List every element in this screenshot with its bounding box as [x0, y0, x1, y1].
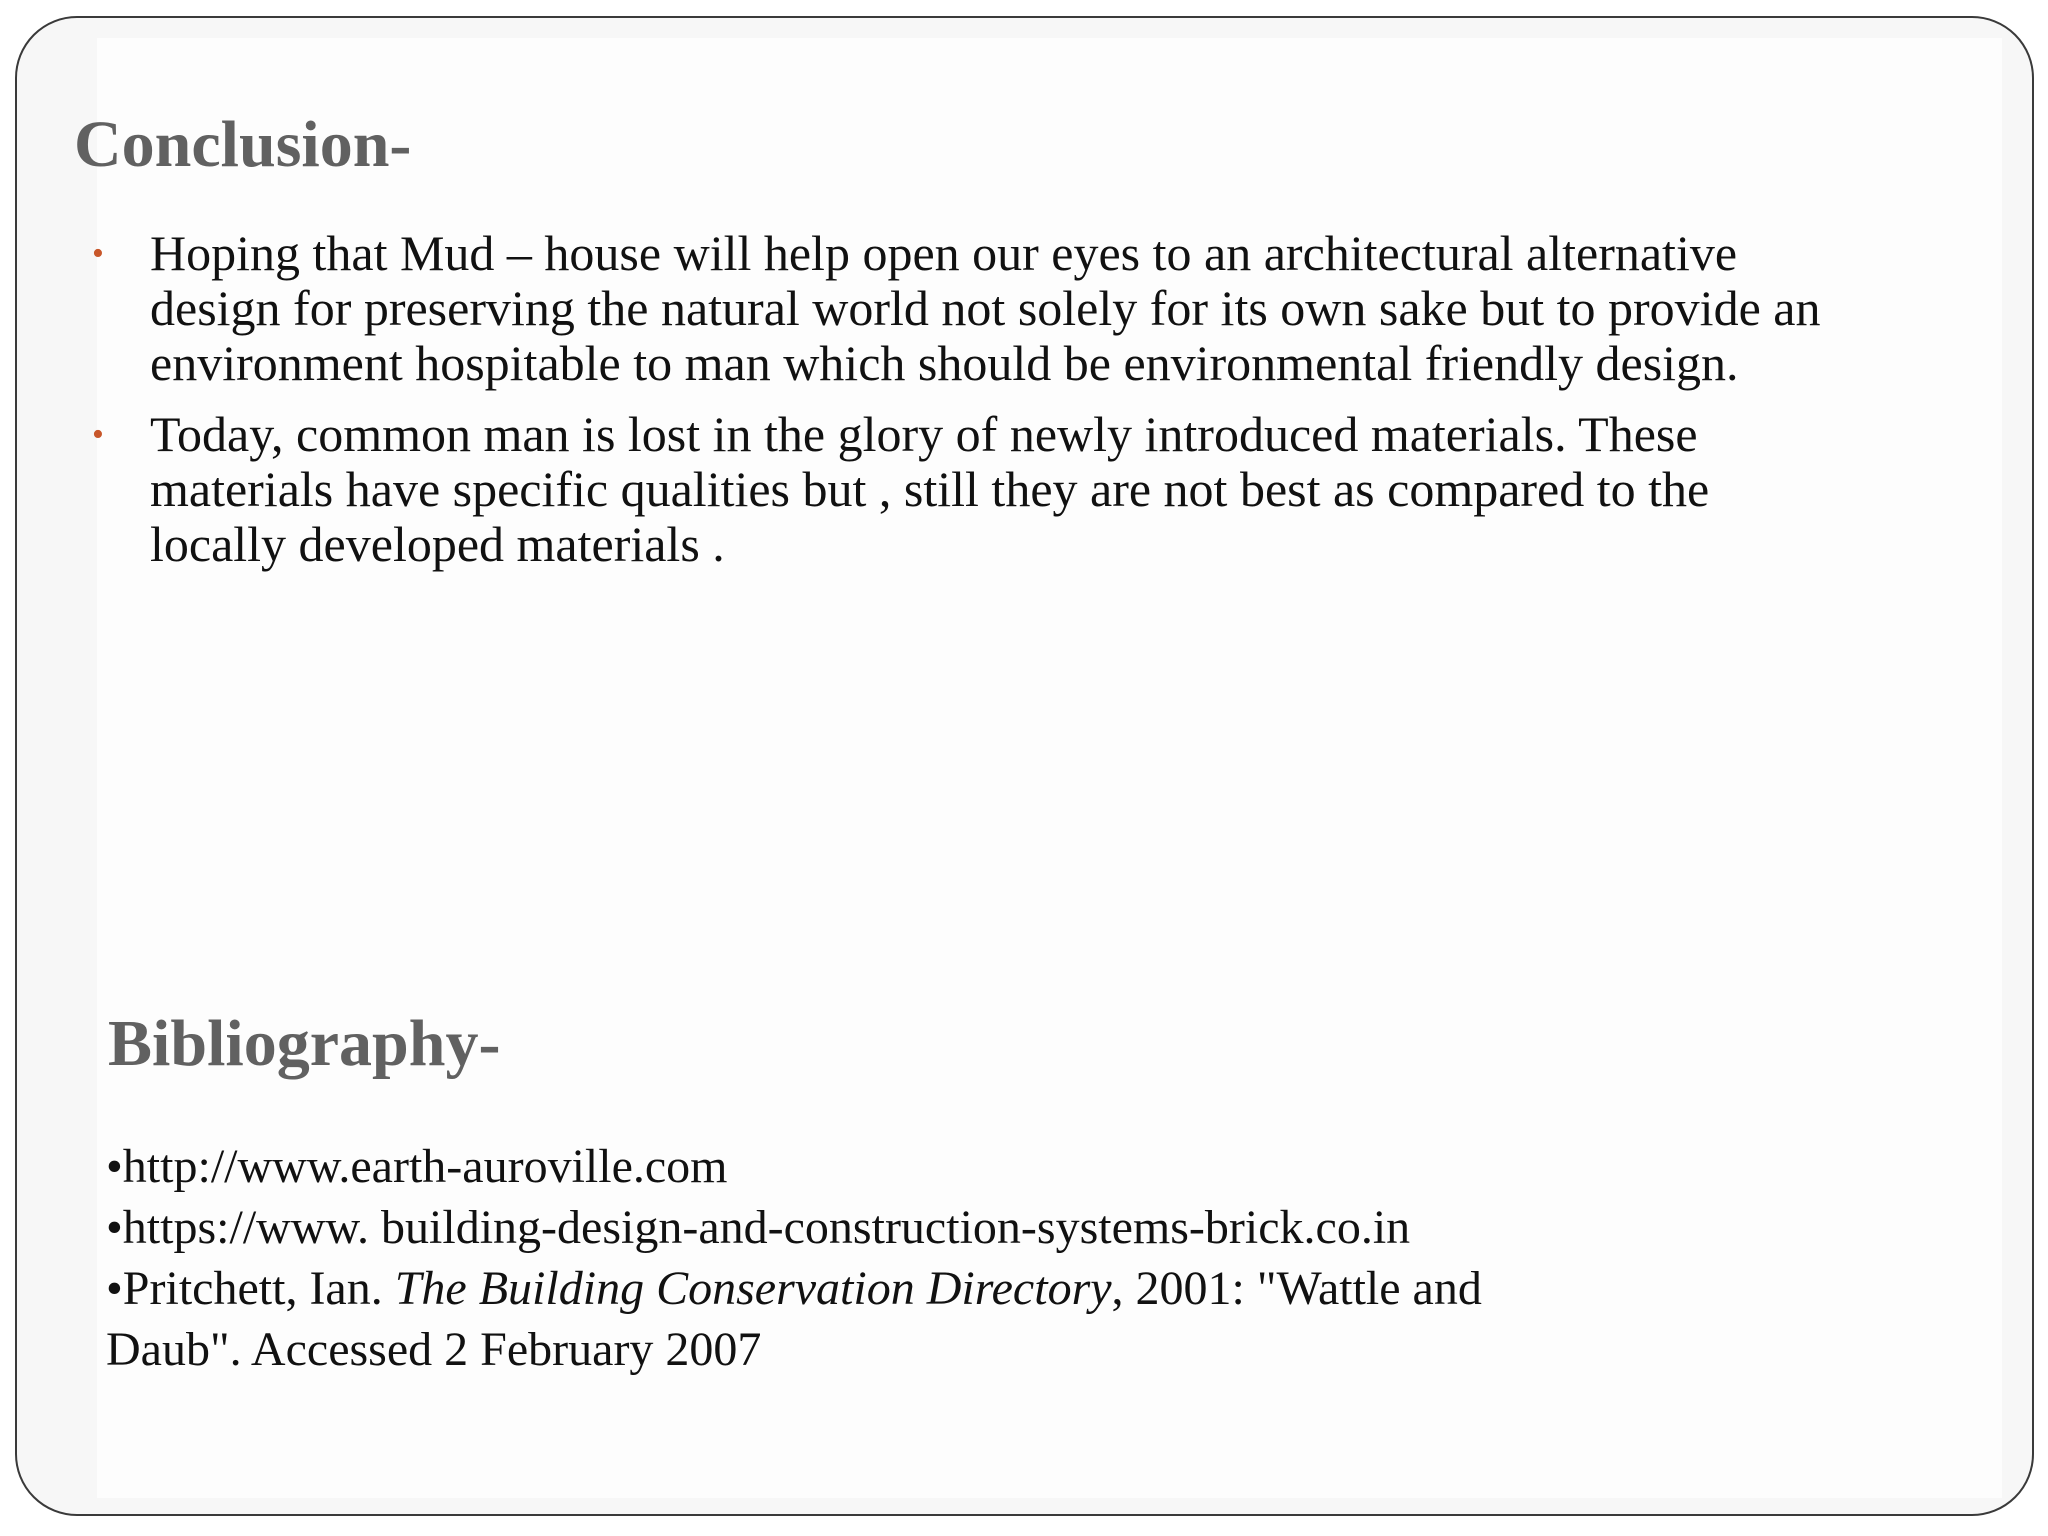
bibliography-entry-3-continuation: Daub". Accessed 2 February 2007 [106, 1323, 762, 1376]
bibliography-heading: Bibliography- [108, 1007, 501, 1080]
conclusion-bullet-text: Today, common man is lost in the glory of newly introduced materials. These materials have specific qualities but , still they are not best as compared to the locally developed materials . [150, 406, 1710, 572]
bullet-dot-icon: • [92, 416, 104, 453]
bibliography-entry-3-author: •Pritchett, Ian. [106, 1262, 395, 1315]
conclusion-heading: Conclusion- [74, 108, 412, 181]
bibliography-entry-3-title: The Building Conservation Directory [394, 1262, 1112, 1315]
bibliography-entry-3 [106, 1258, 1846, 1319]
bibliography-entry-2: •https://www. building-design-and-construction-systems-brick.co.in [106, 1201, 1411, 1254]
conclusion-bullet-1 [74, 226, 1834, 391]
conclusion-bullet-text: Hoping that Mud – house will help open our eyes to an architectural alternative design for preserving the natural world not solely for its own sake but to provide an environment hospitable to man which should be environmental friendly design. [150, 225, 1821, 391]
bibliography-list [106, 1136, 1846, 1380]
bibliography-entry-1: •http://www.earth-auroville.com [106, 1140, 728, 1193]
bibliography-entry-3-details: , 2001: "Wattle and [1111, 1262, 1482, 1315]
bullet-dot-icon: • [92, 235, 104, 272]
conclusion-bullet-2 [74, 407, 1834, 572]
conclusion-list [74, 226, 1834, 588]
